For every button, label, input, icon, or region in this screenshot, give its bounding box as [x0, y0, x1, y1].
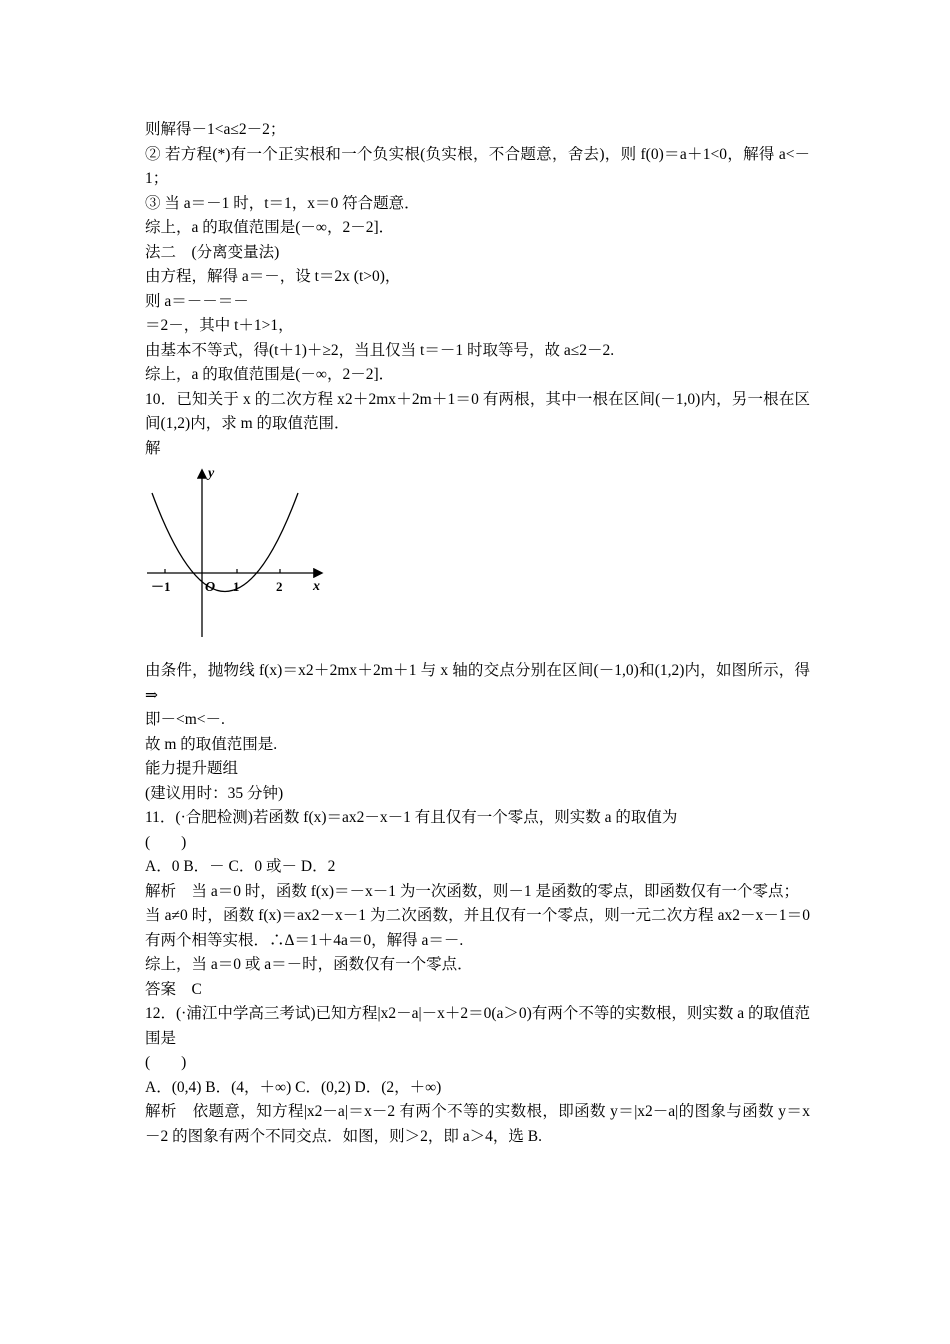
- text-paragraph: 由条件，抛物线 f(x)＝x2＋2mx＋2m＋1 与 x 轴的交点分别在区间(－1,0)和(1,2)内，如图所示，得⇒: [145, 662, 810, 704]
- text-line: ③ 当 a＝－1 时，t＝1，x＝0 符合题意．: [145, 194, 420, 212]
- tick-label: 1: [233, 579, 240, 594]
- text-line: 则 a＝－－＝－: [145, 292, 249, 310]
- text-paragraph: ② 若方程(*)有一个正实根和一个负实根(负实根，不合题意，舍去)，则 f(0)＝a＋1<0，解得 a<－1；: [145, 145, 810, 187]
- question-11: 11．(·合肥检测)若函数 f(x)＝ax2－x－1 有且仅有一个零点，则实数 a 的取值为: [145, 809, 678, 826]
- question-12: 12．(·浦江中学高三考试)已知方程|x2－a|－x＋2＝0(a＞0)有两个不等的实数根，则实数 a 的取值范围是: [145, 1005, 810, 1047]
- solution-label: 解: [145, 439, 161, 457]
- analysis-paragraph: 解析 当 a＝0 时，函数 f(x)＝－x－1 为一次函数，则－1 是函数的零点，即函数仅有一个零点；: [145, 882, 799, 900]
- text-line: 综上，a 的取值范围是(－∞，2－2]．: [145, 366, 395, 383]
- analysis-paragraph: 解析 依题意，知方程|x2－a|＝x－2 有两个不等的实数根，即函数 y＝|x2－a|的图象与函数 y＝x－2 的图象有两个不同交点．如图，则＞2，即 a＞4，选 B.: [145, 1103, 810, 1145]
- parabola-graph: [145, 465, 345, 645]
- text-line: 即－<m<－.: [145, 711, 225, 728]
- parabola-curve: [152, 493, 298, 592]
- section-heading: 能力提升题组: [145, 760, 239, 777]
- text-line: 综上，当 a＝0 或 a＝－时，函数仅有一个零点．: [145, 956, 473, 973]
- answer-options: A．(0,4) B．(4，＋∞) C．(0,2) D．(2，＋∞): [145, 1078, 442, 1096]
- origin-label: O: [205, 580, 216, 595]
- analysis-paragraph: 当 a≠0 时，函数 f(x)＝ax2－x－1 为二次函数，并且仅有一个零点，则一元二次方程 ax2－x－1＝0 有两个相等实根．∴Δ＝1＋4a＝0，解得 a＝－.: [145, 907, 810, 949]
- parabola-figure: [145, 465, 345, 645]
- text-line: 由基本不等式，得(t＋1)＋≥2，当且仅当 t＝－1 时取等号，故 a≤2－2.: [145, 341, 615, 359]
- text-line: ＝2－，其中 t＋1>1，: [145, 317, 294, 334]
- answer-line: 答案 C: [145, 980, 202, 998]
- tick-label: －1: [151, 579, 171, 594]
- answer-blank: ( ): [145, 833, 187, 851]
- text-line: 由方程，解得 a＝－，设 t＝2x (t>0)，: [145, 268, 401, 285]
- text-line: 法二 (分离变量法): [145, 243, 280, 261]
- answer-blank: ( ): [145, 1054, 187, 1071]
- text-line: 综上，a 的取值范围是(－∞，2－2]．: [145, 219, 395, 236]
- document-page: [145, 118, 810, 1149]
- text-line: 故 m 的取值范围是.: [145, 735, 278, 753]
- text-line: 则解得－1<a≤2－2；: [145, 121, 286, 138]
- y-axis-label: y: [208, 466, 215, 481]
- suggested-time: (建议用时：35 分钟): [145, 784, 284, 802]
- x-axis-label: x: [313, 579, 320, 594]
- question-10: 10．已知关于 x 的二次方程 x2＋2mx＋2m＋1＝0 有两根，其中一根在区间(－1,0)内，另一根在区间(1,2)内，求 m 的取值范围．: [145, 390, 810, 432]
- tick-label: 2: [276, 579, 283, 594]
- answer-options: A．0 B．－ C．0 或－ D．2: [145, 858, 336, 875]
